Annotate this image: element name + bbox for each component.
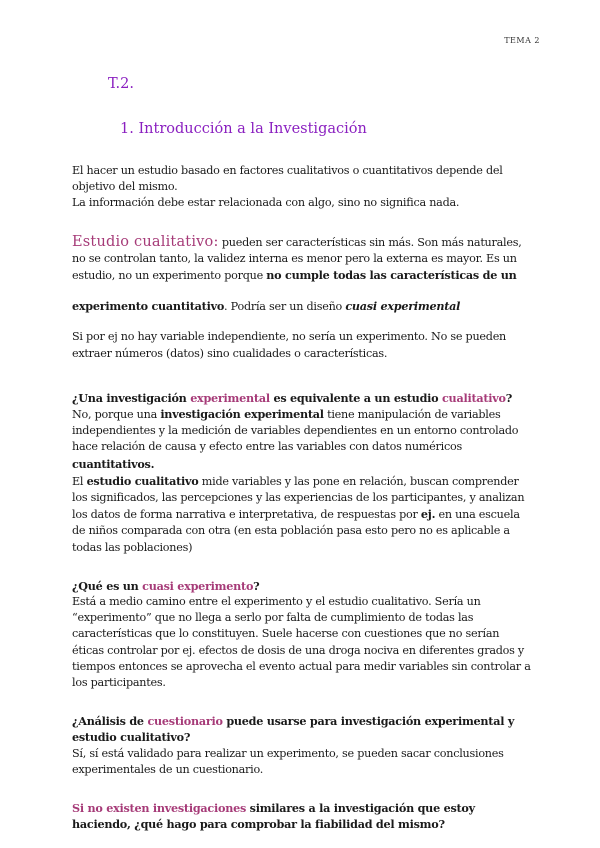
answer-2: Está a medio camino entre el experimento y el estudio cualitativo. Sería un “experimento” que no llega a serlo por falta de cumplimiento de todas las características que lo constituyen. Suele hacerse con cuestiones que no serían éticas controlar por ej. efectos de dosis de una droga nociva en diferentes grados y tiempos entonces se aprovecha el evento actual para medir variables sin controlar a los participantes. (72, 595, 531, 690)
answer-1-bold-1: investigación experimental (160, 407, 324, 422)
answer-1-a (72, 406, 532, 473)
question-2 (72, 578, 532, 594)
question-4-part-b: similares a la investigación que estoy haciendo, ¿qué hago para comprobar la fiabilidad del mismo? (72, 801, 475, 832)
cualitativo-bold-1: no cumple todas las características de un (266, 268, 517, 283)
question-2-part-a: ¿Qué es un (72, 578, 143, 593)
cualitativo-bold-italic: cuasi experimental (345, 299, 461, 314)
question-4-accent: no existen investigaciones (87, 801, 246, 816)
answer-1-b (72, 473, 532, 556)
question-3-accent: cuestionario (147, 714, 223, 729)
cualitativo-heading: Estudio cualitativo: (72, 233, 219, 250)
answer-1-text-2: tiene manipulación de variables independientes y la medición de variables dependientes en un entorno controlado hace relación de causa y efecto entre las variables con datos numéricos (72, 408, 519, 454)
cualitativo-paragraph (72, 234, 532, 285)
question-3-part-b: puede usarse para investigación experimental y estudio cualitativo? (72, 714, 515, 745)
document-body (72, 163, 532, 833)
question-2-accent: cuasi experimento (142, 578, 254, 593)
question-1-accent-1: experimental (190, 390, 270, 405)
answer-1b-bold-2: ej. (420, 507, 436, 522)
question-1-accent-2: cualitativo (442, 390, 506, 405)
cualitativo-text-1: pueden ser características sin más. Son más naturales, no se controlan tanto, la validez interna es menor pero la externa es mayor. Es un estudio, no un experimento porque (72, 235, 522, 283)
question-3-part-a: ¿Análisis de (72, 714, 148, 729)
chapter-label: T.2. (108, 76, 134, 92)
section-title: 1. Introducción a la Investigación (120, 121, 367, 137)
answer-3: Sí, sí está validado para realizar un experimento, se pueden sacar conclusiones experimentales de un cuestionario. (72, 746, 504, 776)
intro-line-2: La información debe estar relacionada con algo, sino no significa nada. (72, 196, 460, 210)
answer-1-text-1: No, porque una (72, 408, 161, 422)
cualitativo-text-2: . Podría ser un diseño (224, 300, 346, 314)
question-3 (72, 713, 532, 745)
question-2-part-b: ? (253, 578, 260, 593)
intro-line-1: El hacer un estudio basado en factores cualitativos o cuantitativos depende del objetivo del mismo. (72, 164, 503, 194)
answer-1b-bold-1: estudio cualitativo (86, 473, 199, 488)
question-1-part-a: ¿Una investigación (72, 390, 191, 405)
answer-1-bold-2: cuantitativos. (72, 456, 155, 471)
answer-1b-text-1: El (72, 474, 87, 488)
no-variable-paragraph: Si por ej no hay variable independiente, no sería un experimento. No se pueden extraer números (datos) sino cualidades o características. (72, 330, 507, 360)
question-1-part-b: es equivalente a un estudio (269, 390, 442, 405)
cualitativo-bold-2: experimento cuantitativo (72, 299, 225, 314)
question-1 (72, 390, 532, 406)
page-header: TEMA 2 (504, 36, 540, 45)
intro-paragraph (72, 163, 532, 212)
question-4-part-a: Si (72, 801, 88, 816)
cualitativo-continuation (72, 298, 532, 315)
answer-1b-text-2: mide variables y las pone en relación, buscan comprender los significados, las percepciones y las experiencias de los participantes, y analizan los datos de forma narrativa e interpretativa, de respuestas por (72, 474, 525, 522)
answer-1b-text-3: en una escuela de niños comparada con otra (en esta población pasa esto pero no es aplicable a todas las poblaciones) (72, 508, 520, 554)
question-1-part-c: ? (505, 390, 513, 405)
question-4 (72, 800, 532, 832)
